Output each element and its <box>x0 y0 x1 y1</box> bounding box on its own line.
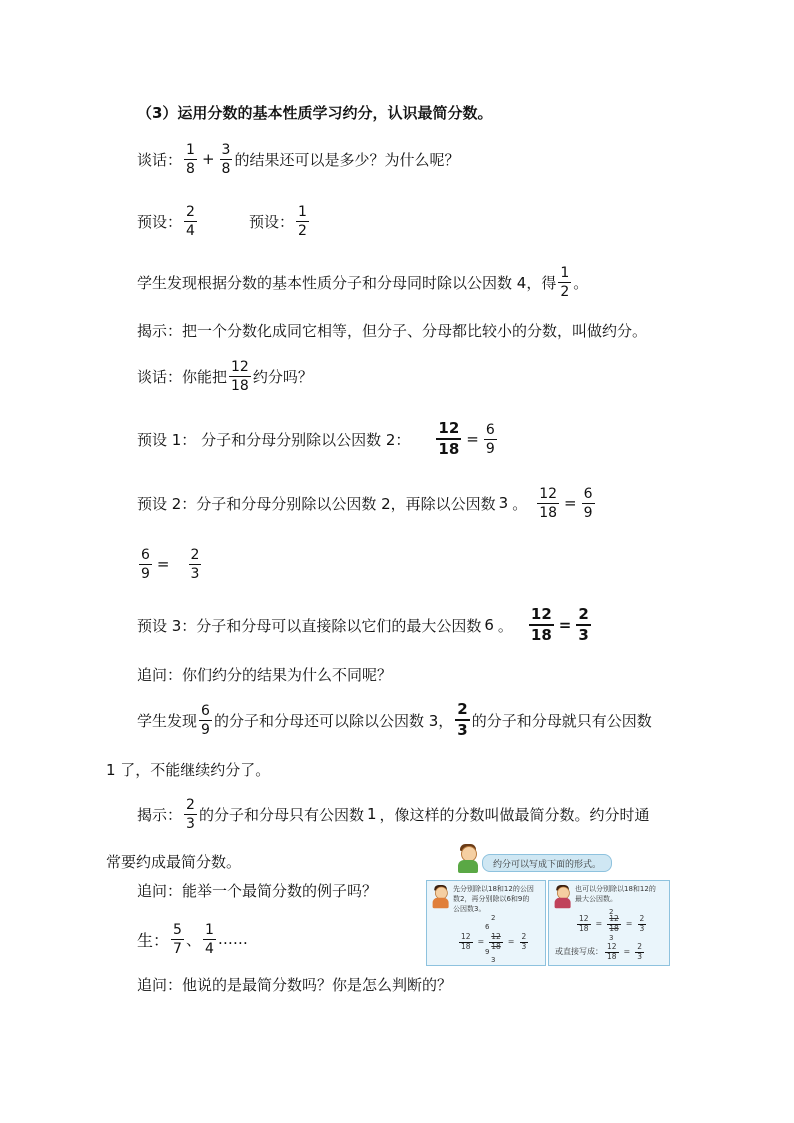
denominator: 3 <box>578 625 589 644</box>
girl-student-icon <box>553 885 572 909</box>
fraction-1-2 <box>558 266 571 299</box>
left-mid-top: 6 <box>485 923 490 931</box>
student-answer-line <box>137 918 248 960</box>
girl-student-icon <box>431 885 450 909</box>
numerator: 2 <box>578 605 589 624</box>
preset-3-line <box>137 603 593 647</box>
fraction-6-9 <box>139 548 152 581</box>
follow-up-text: 追问：他说的是最简分数吗？你是怎么判断的？ <box>137 976 453 994</box>
equals-sign: = <box>466 430 479 448</box>
equals-sign: = <box>595 919 603 929</box>
right-quotient-top: 2 <box>609 908 614 916</box>
fraction-2-4 <box>184 205 197 238</box>
left-quotient-top: 2 <box>491 914 496 922</box>
preset-3-text: 预设 3：分子和分母可以直接除以它们的最大公因数 <box>137 616 482 635</box>
left-text-1: 先分别除以18和12的公因 <box>453 885 534 893</box>
textbook-illustration <box>424 840 670 965</box>
numerator: 2 <box>190 546 200 563</box>
reveal-text-b: ，像这样的分数叫做最简分数。约分时通 <box>379 805 650 824</box>
continued-equation <box>137 543 203 585</box>
follow-up-text: 追问：能举一个最简分数的例子吗？ <box>137 882 378 900</box>
denominator: 18 <box>539 504 558 521</box>
preset-label-1: 预设： <box>137 212 183 231</box>
reveal-continuation <box>106 851 241 872</box>
section-heading <box>137 102 492 123</box>
follow-up-text: 追问：你们约分的结果为什么不同呢？ <box>137 666 393 684</box>
numerator: 12 <box>461 932 471 941</box>
denominator: 18 <box>609 924 619 934</box>
denominator: 4 <box>186 222 195 239</box>
numerator: 12 <box>491 932 501 941</box>
denominator: 18 <box>461 942 471 952</box>
denominator: 9 <box>583 504 593 521</box>
numerator: 3 <box>221 141 231 158</box>
fraction-2-3 <box>455 702 469 738</box>
denominator: 18 <box>231 377 249 394</box>
separator: 、 <box>185 930 201 949</box>
numerator: 12 <box>607 942 617 951</box>
talk-rest: 约分吗？ <box>252 367 313 386</box>
equals-sign: = <box>625 919 633 929</box>
reveal-label: 揭示： <box>137 805 183 824</box>
preset-1-text: 预设 1： 分子和分母分别除以公因数 2： <box>137 430 411 449</box>
denominator: 4 <box>204 940 214 957</box>
reveal-line-2 <box>137 792 650 836</box>
numerator: 1 <box>560 264 570 281</box>
denominator: 18 <box>579 924 589 934</box>
fraction-2-3 <box>189 548 202 581</box>
equals-sign: = <box>477 937 485 947</box>
denominator: 8 <box>186 160 195 177</box>
numerator: 1 <box>186 141 195 158</box>
student-finding-line <box>137 262 588 302</box>
denominator: 3 <box>639 924 645 934</box>
numerator: 12 <box>579 914 589 923</box>
ellipsis: …… <box>217 930 248 948</box>
student-label: 生： <box>137 930 170 950</box>
reveal-text-a: 的分子和分母只有公因数 <box>198 805 364 824</box>
right-text-2: 最大公因数。 <box>575 895 617 903</box>
heading-text: （3）运用分数的基本性质学习约分，认识最简分数。 <box>137 104 493 122</box>
preset-2-text: 预设 2：分子和分母分别除以公因数 2，再除以公因数 <box>137 494 496 513</box>
fraction-6-9 <box>199 704 212 737</box>
right-equation <box>575 915 648 933</box>
denominator: 18 <box>530 625 552 644</box>
denominator: 3 <box>186 815 195 832</box>
reveal-line-1 <box>137 320 647 341</box>
numerator: 2 <box>639 914 645 923</box>
fraction-12-18 <box>229 360 251 393</box>
equals-sign: = <box>623 947 631 957</box>
denominator: 18 <box>491 942 501 952</box>
denominator: 2 <box>297 222 307 239</box>
number-3: 3 <box>498 494 509 512</box>
number-1: 1 <box>366 805 377 823</box>
finding-text-c: 的分子和分母就只有公因数 <box>471 711 652 730</box>
fraction-12-18 <box>529 607 554 643</box>
denominator: 3 <box>637 952 643 962</box>
number-6: 6 <box>484 616 494 634</box>
denominator: 3 <box>457 720 468 739</box>
boy-teacher-icon <box>456 844 480 874</box>
period: 。 <box>573 273 589 292</box>
fraction-12-18 <box>436 421 461 457</box>
left-mid-bottom: 9 <box>485 948 490 956</box>
right-direct-equation <box>555 943 646 961</box>
denominator: 3 <box>521 942 527 952</box>
finding-continuation-text: 1 了，不能继续约分了。 <box>106 761 271 779</box>
numerator: 6 <box>141 546 150 563</box>
numerator: 6 <box>201 702 210 719</box>
illustration-header <box>424 840 670 878</box>
fraction-6-9 <box>582 487 595 520</box>
talk-label: 谈话： <box>137 150 183 169</box>
numerator: 2 <box>186 203 195 220</box>
denominator: 9 <box>141 565 150 582</box>
talk-label: 谈话：你能把 <box>137 367 228 386</box>
talk-line-1 <box>137 139 459 179</box>
finding-continuation <box>106 759 270 780</box>
numerator: 2 <box>521 932 527 941</box>
preset-2-line <box>137 482 597 524</box>
numerator: 12 <box>539 485 558 502</box>
bubble-text: 约分可以写成下面的形式。 <box>493 859 602 870</box>
denominator: 18 <box>607 952 617 962</box>
left-text-2: 数2，再分别除以6和9的 <box>453 895 530 903</box>
numerator: 2 <box>637 942 643 951</box>
left-explanation <box>453 884 534 914</box>
fraction-6-9 <box>484 423 497 456</box>
numerator: 12 <box>609 914 619 923</box>
period: 。 <box>512 494 528 513</box>
equals-sign: = <box>156 555 170 573</box>
denominator: 9 <box>485 440 495 457</box>
right-method-panel <box>548 880 670 966</box>
numerator: 1 <box>297 203 307 220</box>
follow-up-line-1 <box>137 664 392 685</box>
finding-text-b: 的分子和分母还可以除以公因数 3， <box>213 711 454 730</box>
fraction-3-8 <box>220 143 233 176</box>
fraction-5-7 <box>171 923 184 956</box>
numerator: 5 <box>173 921 182 938</box>
speech-bubble <box>482 854 612 872</box>
direct-label: 或直接写成： <box>555 947 603 957</box>
preset-1-line <box>137 418 499 460</box>
fraction-1-8 <box>184 143 197 176</box>
left-equation <box>457 933 530 951</box>
right-quotient-bottom: 3 <box>609 934 614 942</box>
finding-text-a: 学生发现 <box>137 711 198 730</box>
reveal-continuation-text: 常要约成最简分数。 <box>106 853 242 871</box>
numerator: 6 <box>583 485 593 502</box>
denominator: 2 <box>560 283 570 300</box>
fraction-1-4 <box>203 923 216 956</box>
finding-text: 学生发现根据分数的基本性质分子和分母同时除以公因数 4，得 <box>137 273 557 292</box>
denominator: 3 <box>190 565 200 582</box>
preset-label-2: 预设： <box>248 212 294 231</box>
fraction-1-2 <box>296 205 309 238</box>
numerator: 12 <box>438 419 460 438</box>
denominator: 7 <box>173 940 182 957</box>
equals-sign: = <box>558 616 572 634</box>
fraction-12-18 <box>537 487 559 520</box>
left-method-panel <box>426 880 546 966</box>
numerator: 2 <box>457 700 468 719</box>
numerator: 1 <box>204 921 214 938</box>
right-explanation <box>575 884 656 904</box>
numerator: 6 <box>485 421 495 438</box>
preset-line <box>137 201 311 241</box>
denominator: 18 <box>438 439 460 458</box>
equals-sign: = <box>507 937 515 947</box>
talk-rest: 的结果还可以是多少？为什么呢？ <box>234 150 460 169</box>
fraction-2-3 <box>184 798 197 831</box>
equals-sign: = <box>564 494 577 512</box>
left-text-3: 公因数3。 <box>453 905 486 913</box>
reveal-text: 揭示：把一个分数化成同它相等，但分子、分母都比较小的分数，叫做约分。 <box>137 322 648 340</box>
period: 。 <box>497 616 513 635</box>
denominator: 9 <box>201 721 210 738</box>
follow-up-line-2 <box>137 880 377 901</box>
left-quotient-bottom: 3 <box>491 956 496 964</box>
fraction-2-3 <box>576 607 590 643</box>
numerator: 12 <box>530 605 552 624</box>
plus-sign: + <box>201 150 215 168</box>
student-finding-line-2 <box>137 698 652 742</box>
talk-line-2 <box>137 356 313 396</box>
numerator: 12 <box>231 358 249 375</box>
right-text-1: 也可以分别除以18和12的 <box>575 885 656 893</box>
follow-up-line-3 <box>137 974 452 995</box>
numerator: 2 <box>186 796 195 813</box>
denominator: 8 <box>221 160 231 177</box>
